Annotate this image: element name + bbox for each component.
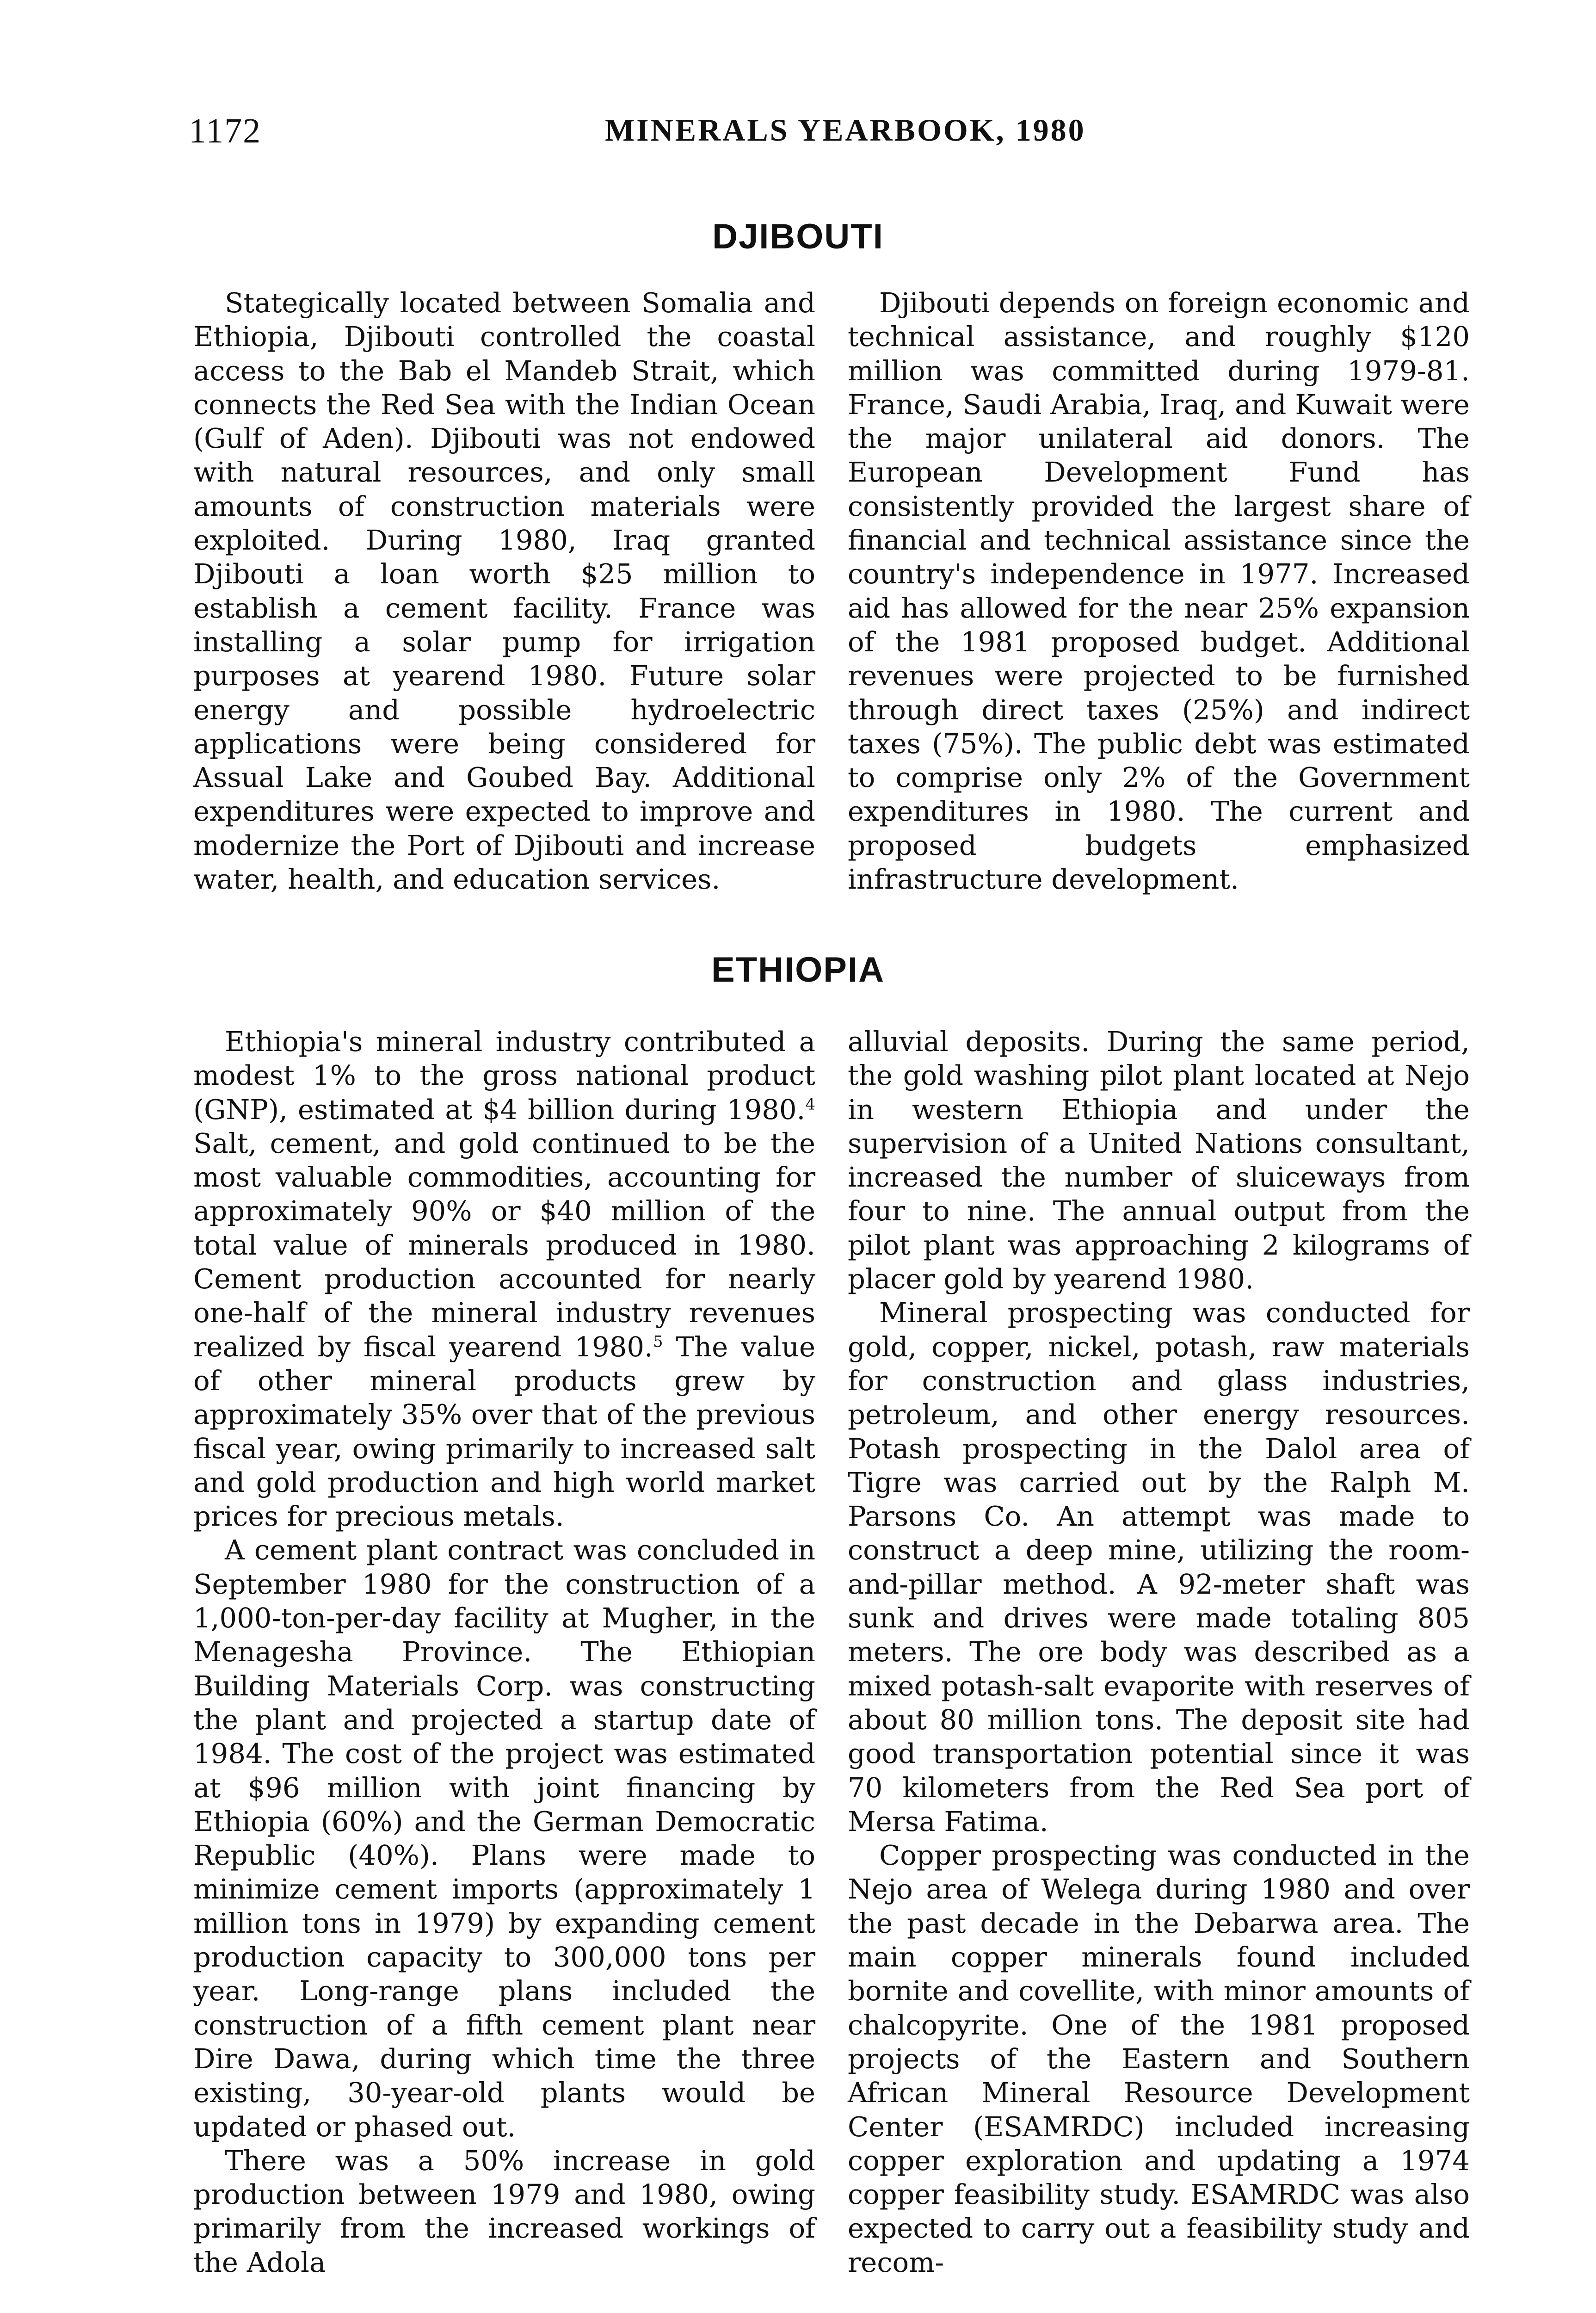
paragraph: alluvial deposits. During the same period, the gold washing pilot plant located at Nejo in western Ethiopia and under the supervision of a United Nations consultant, increased the number of sluiceways from four to nine. The annual output from the pilot plant was approaching 2 kilograms of placer gold by yearend 1980.: [848, 1026, 1470, 1295]
paragraph: Mineral prospecting was conducted for gold, copper, nickel, potash, raw materials for construction and glass industries, petroleum, and other energy resources. Potash prospecting in the Dalol area of Tigre was carried out by the Ralph M. Parsons Co. An attempt was made to construct a deep mine, utilizing the room-and-pillar method. A 92-meter shaft was sunk and drives were made totaling 805 meters. The ore body was described as a mixed potash-salt evaporite with reserves of about 80 million tons. The deposit site had good transportation potential since it was 70 kilometers from the Red Sea port of Mersa Fatima.: [848, 1297, 1470, 1837]
footnote-marker: 5: [653, 1332, 663, 1351]
ethiopia-right-column: [848, 1025, 1470, 2279]
ethiopia-left-column: [193, 1025, 815, 2279]
paragraph: There was a 50% increase in gold production between 1979 and 1980, owing primarily from the increased workings of the Adola: [193, 2144, 815, 2278]
paragraph: Copper prospecting was conducted in the Nejo area of Welega during 1980 and over the past decade in the Debarwa area. The main copper minerals found included bornite and covellite, with minor amounts of chalcopyrite. One of the 1981 proposed projects of the Eastern and Southern African Mineral Resource Development Center (ESAMRDC) included increasing copper exploration and updating a 1974 copper feasibility study. ESAMRDC was also expected to carry out a feasibility study and recom-: [848, 1839, 1470, 2278]
paragraph: A cement plant contract was concluded in September 1980 for the construction of a 1,000-ton-per-day facility at Mugher, in the Menagesha Province. The Ethiopian Building Materials Corp. was constructing the plant and projected a startup date of 1984. The cost of the project was estimated at $96 million with joint financing by Ethiopia (60%) and the German Democratic Republic (40%). Plans were made to minimize cement imports (approximately 1 million tons in 1979) by expanding cement production capacity to 300,000 tons per year. Long-range plans included the construction of a fifth cement plant near Dire Dawa, during which time the three existing, 30-year-old plants would be updated or phased out.: [193, 1534, 815, 2143]
paragraph: [193, 1025, 815, 1533]
djibouti-right-column: [848, 286, 1470, 896]
paragraph: Stategically located between Somalia and Ethiopia, Djibouti controlled the coastal access to the Bab el Mandeb Strait, which connects the Red Sea with the Indian Ocean (Gulf of Aden). Djibouti was not endowed with natural resources, and only small amounts of construction materials were exploited. During 1980, Iraq granted Djibouti a loan worth $25 million to establish a cement facility. France was installing a solar pump for irrigation purposes at yearend 1980. Future solar energy and possible hydroelectric applications were being considered for Assual Lake and Goubed Bay. Additional expenditures were expected to improve and modernize the Port of Djibouti and increase water, health, and education services.: [193, 287, 815, 896]
section-heading-ethiopia: ETHIOPIA: [711, 950, 885, 990]
section-heading-djibouti: DJIBOUTI: [712, 217, 884, 256]
paragraph: Djibouti depends on foreign economic and technical assistance, and roughly $120 million was committed during 1979-81. France, Saudi Arabia, Iraq, and Kuwait were the major unilateral aid donors. The European Development Fund has consistently provided the largest share of financial and technical assistance since the country's independence in 1977. Increased aid has allowed for the near 25% expansion of the 1981 proposed budget. Additional revenues were projected to be furnished through direct taxes (25%) and indirect taxes (75%). The public debt was estimated to comprise only 2% of the Government expenditures in 1980. The current and proposed budgets emphasized infrastructure development.: [848, 287, 1470, 896]
page-header: [189, 111, 1507, 162]
footnote-marker: 4: [805, 1095, 815, 1113]
djibouti-left-column: [193, 286, 815, 896]
paragraph-text: Salt, cement, and gold continued to be the most valuable commodities, accounting for approximately 90% or $40 million of the total value of minerals produced in 1980. Cement production accounted for nearly one-half of the mineral industry revenues realized by fiscal yearend 1980.: [193, 1127, 815, 1363]
paragraph-text: The value of other mineral products grew by approximately 35% over that of the previous fiscal year, owing primarily to increased salt and gold production and high world market prices for precious metals.: [193, 1330, 815, 1533]
paragraph-text: Ethiopia's mineral industry contributed a modest 1% to the gross national product (GNP), estimated at $4 billion during 1980.: [193, 1026, 815, 1126]
running-title: MINERALS YEARBOOK, 1980: [605, 112, 1086, 148]
page-number: 1172: [189, 111, 262, 150]
